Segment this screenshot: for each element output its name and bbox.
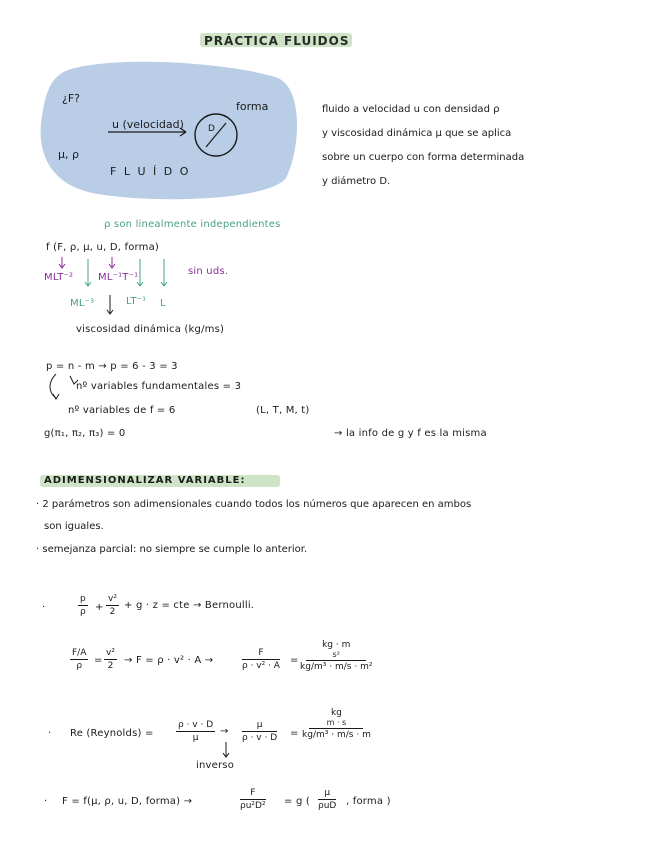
sin-unidades: sin uds.	[188, 266, 229, 277]
dim-velocity: LT⁻¹	[126, 296, 147, 307]
independent-note: ρ son linealmente independientes	[104, 219, 281, 230]
bernoulli-equation: + g · z = cte → Bernoulli.	[124, 600, 255, 611]
description-line: y viscosidad dinámica μ que se aplica	[322, 128, 512, 139]
fraction-v2b: v² 2	[106, 648, 115, 671]
p-equation: p = n - m → p = 6 - 3 = 3	[46, 361, 178, 372]
section-heading: ADIMENSIONALIZAR VARIABLE:	[44, 475, 246, 486]
forma-end: , forma )	[346, 796, 391, 807]
fraction-rvd-mu: ρ · v · D μ	[178, 720, 214, 743]
plus-sign: +	[95, 602, 104, 613]
equals-sign: =	[290, 728, 299, 739]
equals-sign: =	[94, 655, 103, 666]
bullet-text: · semejanza parcial: no siempre se cumple lo anterior.	[36, 544, 308, 555]
bullet-dot: ·	[48, 728, 52, 739]
forma-label: forma	[236, 100, 269, 113]
reynolds-label: Re (Reynolds) =	[70, 728, 154, 739]
force-function: F = f(μ, ρ, u, D, forma) →	[62, 796, 193, 807]
function-variables: f (F, ρ, μ, u, D, forma)	[46, 242, 160, 253]
fraction-f-rva: F ρ · v² · A	[242, 648, 280, 671]
dim-viscosity: ML⁻¹T⁻¹	[98, 272, 139, 283]
description-line: y diámetro D.	[322, 176, 391, 187]
function-variable-count: nº variables de f = 6	[68, 405, 176, 416]
fraction-v2: v² 2	[108, 594, 117, 617]
inverso-arrow	[220, 742, 232, 758]
info-note: → la info de g y f es la misma	[334, 428, 487, 439]
bullet-text: · 2 parámetros son adimensionales cuando todos los números que aparecen en ambos	[36, 499, 472, 510]
page-title: PRÁCTICA FLUIDOS	[204, 34, 350, 48]
inverso-label: inverso	[196, 760, 235, 771]
fundamental-dimensions: (L, T, M, t)	[256, 405, 310, 416]
bullet-text: son iguales.	[44, 521, 104, 532]
dimension-arrows	[40, 255, 200, 315]
dim-density: ML⁻³	[70, 298, 95, 309]
force-question: ¿F?	[62, 92, 81, 105]
bullet-dot: ·	[42, 602, 46, 613]
force-derivation: → F = ρ · v² · A →	[124, 655, 214, 666]
dim-diameter: L	[160, 298, 166, 309]
fraction-mu-rvd: μ ρ · v · D	[242, 720, 278, 743]
description-line: fluido a velocidad u con densidad ρ	[322, 104, 500, 115]
mu-rho-label: μ, ρ	[58, 148, 79, 161]
fraction-p-rho: p ρ	[80, 594, 86, 617]
diameter-label: D	[208, 124, 215, 134]
fraction-fa-rho: F/A ρ	[72, 648, 87, 671]
g-function: g(π₁, π₂, π₃) = 0	[44, 428, 126, 439]
equals-sign: =	[290, 655, 299, 666]
fraction-force-coefficient: F ρu²D²	[240, 788, 266, 811]
description-line: sobre un cuerpo con forma determinada	[322, 152, 525, 163]
fundamental-variables: nº variables fundamentales = 3	[76, 381, 242, 392]
reynolds-units-fraction: kg m · s kg/m³ · m/s · m	[302, 708, 371, 740]
bullet-dot: ·	[44, 796, 48, 807]
fluido-label: F L U Í D O	[110, 165, 191, 178]
fraction-mu-rhoud: μ ρuD	[318, 788, 337, 811]
units-fraction: kg · m s² kg/m³ · m/s · m²	[300, 640, 373, 672]
dim-force: MLT⁻²	[44, 272, 74, 283]
g-equals: = g (	[284, 796, 310, 807]
velocity-label: u (velocidad)	[112, 118, 184, 131]
arrow: →	[220, 726, 229, 737]
viscosity-note: viscosidad dinámica (kg/ms)	[76, 324, 225, 335]
